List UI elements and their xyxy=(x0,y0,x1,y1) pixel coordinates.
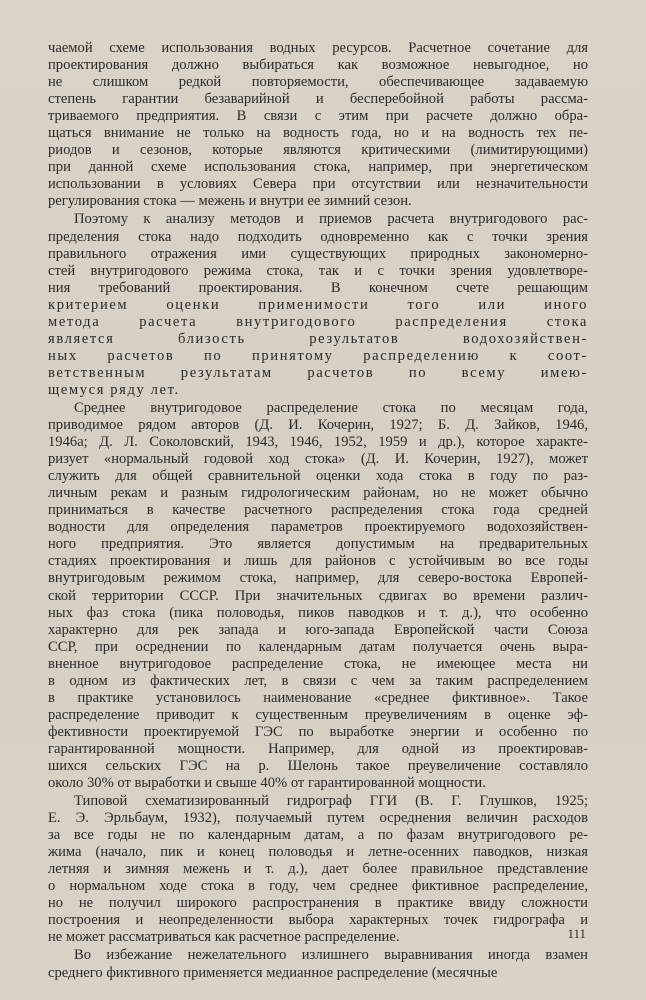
text-line: гарантированной мощности. Например, для одной из проектировав- xyxy=(48,740,588,757)
text-line: приводимое рядом авторов (Д. И. Кочерин, 1927; Б. Д. Зайков, 1946, xyxy=(48,417,588,434)
text-line: в практике установилось наименование «среднее фиктивное». Такое xyxy=(48,689,588,706)
text-line: летняя и зимняя межень и т. д.), дает более правильное представление xyxy=(48,861,588,878)
text-line: ного предприятия. Это является допустимым на предварительных xyxy=(48,536,588,553)
text-line: вненное внутригодовое распределение стока, не имеющее места ни xyxy=(48,655,588,672)
text-line: стей внутригодового режима стока, так и с точки зрения удовлетворе- xyxy=(48,262,588,279)
text-line: построения и неопределенности выбора характерных точек гидрографа и xyxy=(48,912,588,929)
text-line: проектирования должно выбираться как возможное невыгодное, но xyxy=(48,57,588,74)
text-line: ных фаз стока (пика половодья, пиков паводков и т. д.), что особенно xyxy=(48,604,588,621)
text-line: ССР, при осреднении по календарным датам получается очень выра- xyxy=(48,638,588,655)
text-line: не слишком редкой повторяемости, обеспечивающее задаваемую xyxy=(48,74,588,91)
text-line: о нормальном ходе стока в году, чем среднее фиктивное распределение, xyxy=(48,878,588,895)
text-line: ных расчетов по принятому распределению к соот- xyxy=(48,347,588,364)
paragraph xyxy=(48,947,588,981)
text-line: внутригодовым режимом стока, например, для северо-востока Европей- xyxy=(48,570,588,587)
text-line: фективности проектируемой ГЭС по выработке энергии и особенно по xyxy=(48,723,588,740)
text-line: триваемого предприятия. В связи с этим при расчете должно обра- xyxy=(48,108,588,125)
page-number: 111 xyxy=(567,926,586,941)
text-line: стадиях проектирования и лишь для районов с устойчивым во все годы xyxy=(48,553,588,570)
text-line: использовании в условиях Севера при отсутствии или незначительности xyxy=(48,176,588,193)
text-line: ния требований проектирования. В конечном счете решающим xyxy=(48,279,588,296)
text-line: Е. Э. Эрльбаум, 1932), получаемый путем осреднения величин расходов xyxy=(48,810,588,827)
text-line: степень гарантии безаварийной и бесперебойной работы рассма- xyxy=(48,91,588,108)
text-line: Типовой схематизированный гидрограф ГГИ (В. Г. Глушков, 1925; xyxy=(74,793,588,810)
text-line: 1946а; Д. Л. Соколовский, 1943, 1946, 1952, 1959 и др.), которое характе- xyxy=(48,434,588,451)
text-line: жима (начало, пик и конец половодья и летне-осенних паводков, низкая xyxy=(48,844,588,861)
text-line: метода расчета внутригодового распределения стока xyxy=(48,313,588,330)
text-line: чаемой схеме использования водных ресурсов. Расчетное сочетание для xyxy=(48,40,588,56)
text-line: служить для общей сравнительной оценки хода стока в году по раз- xyxy=(48,468,588,485)
text-line: Во избежание нежелательного излишнего выравнивания иногда взамен xyxy=(74,947,588,964)
paragraph xyxy=(48,793,588,946)
text-line: регулирования стока — межень и внутри ее зимний сезон. xyxy=(48,193,412,210)
text-line: приниматься в качестве расчетного распределения стока года средней xyxy=(48,502,588,519)
text-line: водности для определения параметров проектируемого водохозяйствен- xyxy=(48,519,588,536)
paragraph xyxy=(48,40,588,210)
text-line: шихся сельских ГЭС на р. Шелонь такое преувеличение составляло xyxy=(48,757,588,774)
text-line: Среднее внутригодовое распределение стока по месяцам года, xyxy=(74,399,588,416)
text-line: пределения стока надо подходить одновременно как с точки зрения xyxy=(48,228,588,245)
text-line: является близость результатов водохозяйствен- xyxy=(48,330,588,347)
text-line: но не получил широкого распространения в практике ввиду сложности xyxy=(48,895,588,912)
text-line: около 30% от выработки и свыше 40% от гарантированной мощности. xyxy=(48,775,486,792)
text-line: при данной схеме использования стока, например, при энергетическом xyxy=(48,159,588,176)
paragraph xyxy=(48,211,588,399)
text-line: щемуся ряду лет. xyxy=(48,381,180,398)
text-line: ской территории СССР. При значительных сдвигах во времени различ- xyxy=(48,587,588,604)
text-line: в одном из фактических лет, в связи с чем за таким распределением xyxy=(48,672,588,689)
text-line: распределение приводит к существенным преувеличениям в оценке эф- xyxy=(48,706,588,723)
text-line: риодов и сезонов, которые являются критическими (лимитирующими) xyxy=(48,142,588,159)
text-line: ризует «нормальный годовой ход стока» (Д. И. Кочерин, 1927), может xyxy=(48,451,588,468)
text-line: Поэтому к анализу методов и приемов расчета внутригодового рас- xyxy=(74,211,588,228)
text-line: правильного отражения ими существующих природных закономерно- xyxy=(48,245,588,262)
text-line: ветственным результатам расчетов по всему имею- xyxy=(48,364,588,381)
text-line: не может рассматриваться как расчетное распределение. xyxy=(48,929,400,946)
text-line: за все годы не по календарным датам, а по фазам внутригодового ре- xyxy=(48,827,588,844)
paragraph xyxy=(48,400,588,792)
text-block xyxy=(48,40,588,982)
text-line: характерно для рек запада и юго-запада Европейской части Союза xyxy=(48,621,588,638)
text-line: щаться внимание не только на водность года, но и на водность тех пе- xyxy=(48,125,588,142)
text-line: среднего фиктивного применяется медианное распределение (месячные xyxy=(48,964,498,981)
text-line: личным рекам и разным гидрологическим районам, но не может обычно xyxy=(48,485,588,502)
text-line: критерием оценки применимости того или иного xyxy=(48,296,588,313)
